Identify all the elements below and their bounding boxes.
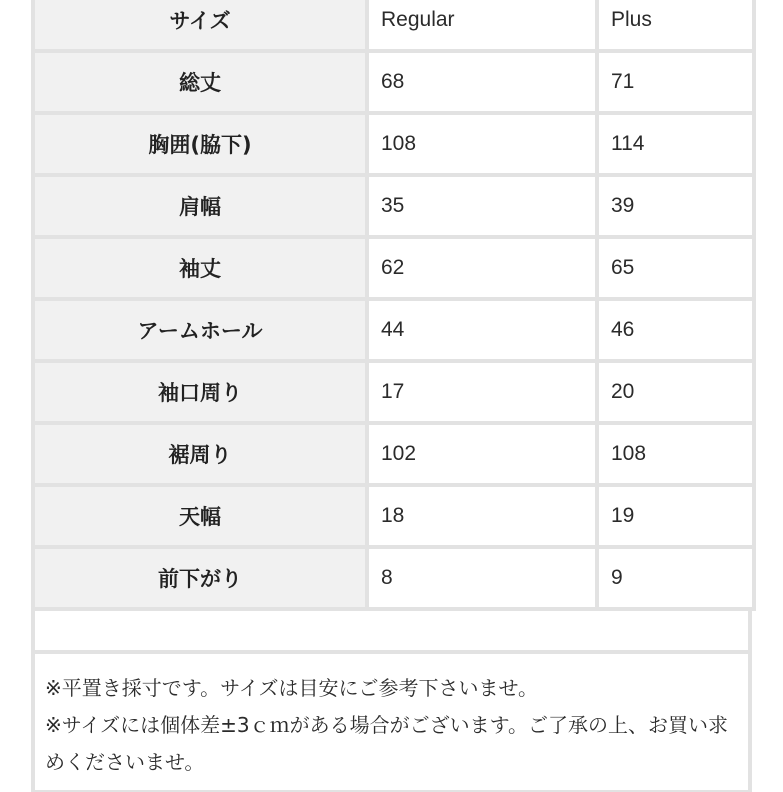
- row-label: アームホール: [33, 299, 367, 361]
- row-label: 袖口周り: [33, 361, 367, 423]
- plus-value: 39: [597, 175, 754, 237]
- plus-value: 71: [597, 51, 754, 113]
- table-row: [33, 51, 754, 113]
- table-row: [33, 299, 754, 361]
- row-label: 天幅: [33, 485, 367, 547]
- regular-value: 44: [367, 299, 597, 361]
- header-plus: Plus: [597, 0, 754, 51]
- table-row: [33, 361, 754, 423]
- plus-value: 46: [597, 299, 754, 361]
- plus-value: 9: [597, 547, 754, 609]
- row-label: 裾周り: [33, 423, 367, 485]
- row-label: 総丈: [33, 51, 367, 113]
- table-row: [33, 113, 754, 175]
- plus-value: 114: [597, 113, 754, 175]
- notes-section: [35, 650, 748, 790]
- table-row: [33, 237, 754, 299]
- table-header-row: [33, 0, 754, 51]
- note-measurement: ※平置き採寸です。サイズは目安にご参考下さいませ。: [45, 676, 538, 700]
- plus-value: 19: [597, 485, 754, 547]
- regular-value: 102: [367, 423, 597, 485]
- regular-value: 68: [367, 51, 597, 113]
- regular-value: 62: [367, 237, 597, 299]
- regular-value: 108: [367, 113, 597, 175]
- regular-value: 18: [367, 485, 597, 547]
- row-label: 胸囲(脇下): [33, 113, 367, 175]
- table-row: [33, 423, 754, 485]
- note-tolerance: ※サイズには個体差±3ｃｍがある場合がございます。ご了承の上、お買い求めくださいませ。: [45, 713, 729, 774]
- row-label: 袖丈: [33, 237, 367, 299]
- regular-value: 8: [367, 547, 597, 609]
- table-row: [33, 175, 754, 237]
- regular-value: 35: [367, 175, 597, 237]
- plus-value: 20: [597, 361, 754, 423]
- header-size: サイズ: [33, 0, 367, 51]
- row-label: 前下がり: [33, 547, 367, 609]
- plus-value: 108: [597, 423, 754, 485]
- regular-value: 17: [367, 361, 597, 423]
- row-label: 肩幅: [33, 175, 367, 237]
- header-regular: Regular: [367, 0, 597, 51]
- table-row: [33, 485, 754, 547]
- table-row: [33, 547, 754, 609]
- size-table: [31, 0, 756, 611]
- plus-value: 65: [597, 237, 754, 299]
